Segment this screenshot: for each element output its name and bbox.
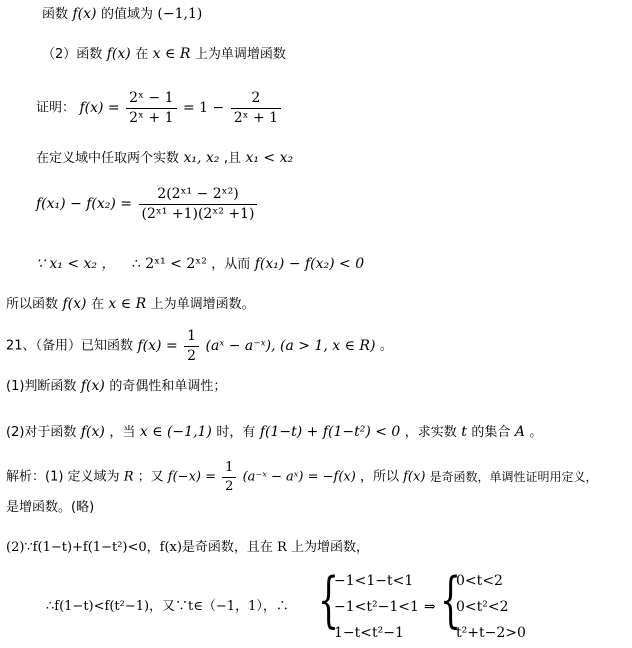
q21-end: 。: [379, 338, 393, 354]
q1-fx: f(x): [80, 378, 105, 394]
since-line: [36, 256, 364, 273]
proof-line: [36, 90, 283, 127]
q2-mid3: ，求实数: [404, 425, 457, 440]
implies-arrow: ⇒: [424, 599, 436, 615]
proof-eq: = 1 −: [182, 99, 225, 116]
diff-lhs: f(x₁) − f(x₂) =: [36, 195, 133, 212]
take-cond: x₁ < x₂: [245, 150, 294, 166]
q21-den: 2: [187, 347, 197, 364]
take-mid: ,且: [223, 151, 241, 166]
concl-fx: f(x): [62, 296, 87, 312]
sys2-row2: 0<t²<2: [456, 599, 509, 615]
sol-rhs: (a⁻ˣ − aˣ) = −f(x): [242, 469, 356, 485]
sol-mid2: ，所以: [359, 469, 399, 485]
proof-lhs: f(x) =: [79, 99, 120, 116]
proof-num-2: 2: [231, 90, 281, 109]
q1-text: 的奇偶性和单调性；: [109, 379, 227, 394]
p2-line: (2)∵f(1−t)+f(1−t²)<0，f(x)是奇函数，且在 R 上为增函数，: [6, 540, 369, 555]
q21-rhs: (aˣ − a⁻ˣ), (a > 1, x ∈ R): [205, 337, 376, 354]
sol-R: R: [123, 469, 134, 485]
part2-mid: 在: [135, 47, 149, 62]
range-prefix: 函数: [42, 7, 69, 22]
proof-label: 证明：: [36, 100, 76, 116]
sol-num: 1: [222, 460, 236, 478]
take-text: 在定义域中任取两个实数: [36, 151, 180, 166]
q21-lhs: f(x) =: [137, 337, 178, 354]
solution-line: [6, 460, 598, 494]
diff-den: (2ˣ¹ +1)(2ˣ² +1): [141, 205, 255, 222]
range-line: [42, 6, 202, 23]
range-text: 的值域为: [100, 7, 153, 22]
range-value: (−1,1): [157, 6, 203, 22]
solution-cont: 是增函数。(略): [6, 500, 95, 515]
proof-den-2: 2ˣ + 1: [233, 109, 279, 126]
since-d: f(x₁) − f(x₂) < 0: [254, 256, 365, 272]
sys1-row3: 1−t<t²−1: [334, 625, 404, 641]
sol-prefix: 解析：(1) 定义域为: [6, 469, 120, 485]
q1-prefix: (1)判断函数: [6, 379, 77, 394]
range-fx: f(x): [72, 6, 97, 22]
q2-line: [6, 424, 542, 441]
since-b: ∴ 2ˣ¹ < 2ˣ²: [131, 256, 207, 272]
part2-cond: x ∈ R: [152, 46, 191, 62]
q2-mid: ，当: [109, 425, 136, 440]
proof-fraction-2: [231, 90, 281, 127]
conclusion-line: [6, 296, 255, 313]
since-c: ，从而: [211, 257, 251, 272]
proof-den-1: 2ˣ + 1: [129, 109, 174, 126]
q2-end: 。: [529, 425, 543, 440]
concl-prefix: 所以函数: [6, 297, 59, 312]
concl-text: 上为单调增函数。: [150, 297, 255, 312]
sys1-row2: −1<t²−1<1: [334, 599, 419, 615]
part2-heading: [42, 46, 286, 63]
q2-t: t: [461, 424, 467, 440]
diff-num: 2(2ˣ¹ − 2ˣ²): [139, 186, 258, 205]
sys2-row1: 0<t<2: [456, 573, 503, 589]
system1-brace: {: [318, 565, 340, 635]
q21-fraction: [184, 328, 199, 365]
sol-den: 2: [225, 478, 234, 494]
part2-fx: f(x): [106, 46, 131, 62]
proof-fraction-1: [126, 90, 176, 127]
q21-line: [6, 328, 393, 365]
q2-A: A: [514, 424, 525, 440]
take-line: [36, 150, 293, 167]
sol-lhs: f(−x) =: [167, 469, 217, 485]
diff-fraction: [139, 186, 258, 223]
q21-prefix: 21、（备用）已知函数: [6, 338, 134, 354]
part2-text: 上为单调增函数: [194, 47, 286, 62]
take-vars: x₁, x₂: [183, 150, 220, 166]
system2-brace: {: [440, 565, 462, 635]
p2-left: ∴f(1−t)<f(t²−1)，又∵t∈（−1，1），∴: [46, 599, 289, 614]
sol-text: 是奇函数，单调性证明用定义，: [429, 469, 598, 484]
q1-line: [6, 378, 226, 395]
since-a: ∵ x₁ < x₂ ，: [36, 256, 116, 272]
sys2-row3: t²+t−2>0: [456, 625, 526, 641]
q2-ineq: f(1−t) + f(1−t²) < 0: [259, 424, 401, 440]
sol-fx: f(x): [403, 469, 426, 485]
q2-mid4: 的集合: [471, 425, 511, 440]
sol-fraction: [222, 460, 236, 494]
diff-line: [36, 186, 259, 223]
q2-cond: x ∈ (−1,1): [139, 424, 212, 440]
q2-prefix: (2)对于函数: [6, 425, 77, 440]
concl-mid: 在: [90, 297, 104, 312]
sys1-row1: −1<1−t<1: [334, 573, 414, 589]
proof-num-1: 2ˣ − 1: [126, 90, 176, 109]
q2-mid2: 时，有: [216, 425, 256, 440]
sol-mid: ；又: [137, 469, 164, 485]
q2-fx: f(x): [80, 424, 105, 440]
concl-cond: x ∈ R: [108, 296, 147, 312]
q21-num: 1: [184, 328, 199, 347]
part2-prefix: （2）函数: [42, 47, 103, 62]
